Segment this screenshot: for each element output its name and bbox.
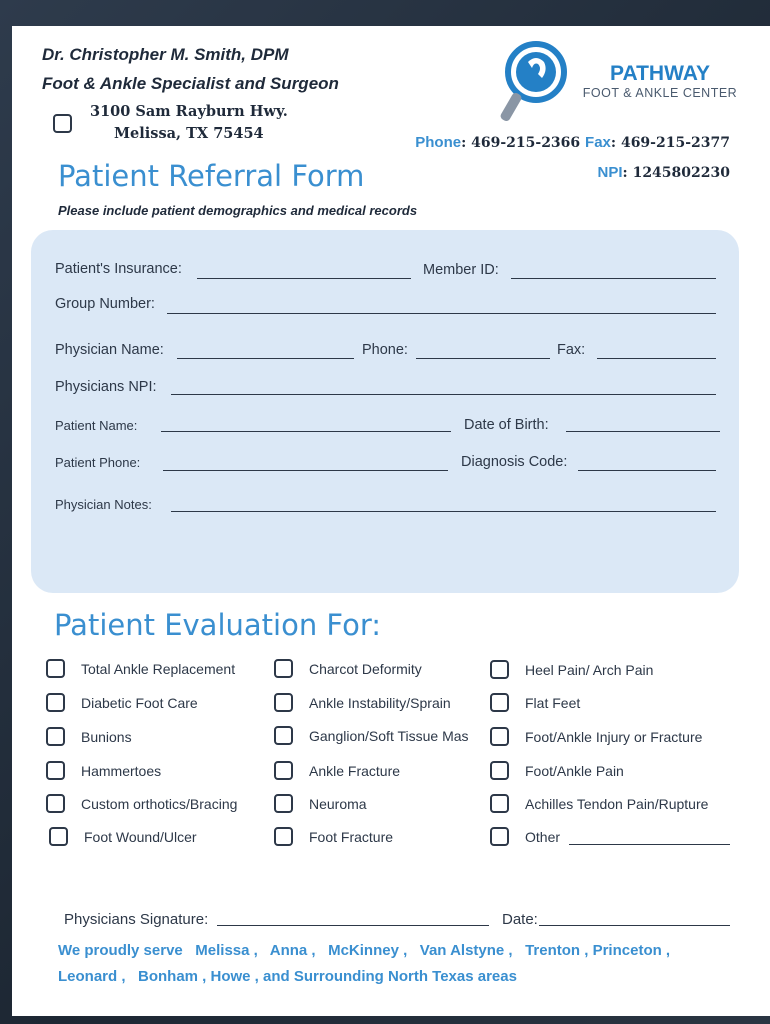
option-heel-pain[interactable]: Heel Pain/ Arch Pain bbox=[490, 660, 653, 679]
option-total-ankle-replacement[interactable]: Total Ankle Replacement bbox=[46, 659, 235, 678]
physician-notes-label: Physician Notes: bbox=[55, 497, 152, 512]
fax-value: 469-215-2377 bbox=[620, 135, 730, 151]
option-diabetic-foot-care[interactable]: Diabetic Foot Care bbox=[46, 693, 198, 712]
option-checkbox[interactable] bbox=[46, 659, 65, 678]
patient-phone-input[interactable] bbox=[163, 470, 448, 471]
npi-label: NPI bbox=[597, 164, 623, 181]
physician-npi-input[interactable] bbox=[171, 394, 716, 395]
physician-name-label: Physician Name: bbox=[55, 342, 164, 358]
option-checkbox[interactable] bbox=[274, 659, 293, 678]
option-ganglion[interactable]: Ganglion/Soft Tissue Mas bbox=[274, 726, 469, 745]
physician-fax-label: Fax: bbox=[557, 342, 586, 358]
option-flat-feet[interactable]: Flat Feet bbox=[490, 693, 580, 712]
dob-label: Date of Birth: bbox=[464, 417, 549, 433]
doctor-header bbox=[42, 40, 339, 98]
member-id-label: Member ID: bbox=[423, 262, 499, 278]
option-checkbox[interactable] bbox=[490, 660, 509, 679]
form-title: Patient Referral Form bbox=[58, 159, 365, 193]
npi-value: 1245802230 bbox=[632, 165, 730, 181]
date-label: Date: bbox=[502, 911, 538, 928]
pathway-logo-icon bbox=[492, 40, 572, 125]
contact-block bbox=[415, 128, 730, 188]
option-checkbox[interactable] bbox=[274, 794, 293, 813]
address-line1: 3100 Sam Rayburn Hwy. bbox=[90, 103, 288, 120]
physician-name-input[interactable] bbox=[177, 358, 354, 359]
contact-line-npi: NPI: 1245802230 bbox=[597, 164, 730, 181]
patient-phone-label: Patient Phone: bbox=[55, 455, 141, 470]
patient-name-input[interactable] bbox=[161, 431, 451, 432]
option-checkbox[interactable] bbox=[490, 794, 509, 813]
form-instruction: Please include patient demographics and medical records bbox=[58, 203, 418, 218]
fax-label: Fax bbox=[585, 134, 611, 151]
insurance-label: Patient's Insurance: bbox=[55, 261, 182, 277]
option-checkbox[interactable] bbox=[274, 693, 293, 712]
physician-fax-input[interactable] bbox=[597, 358, 716, 359]
group-number-label: Group Number: bbox=[55, 296, 155, 312]
option-achilles[interactable]: Achilles Tendon Pain/Rupture bbox=[490, 794, 708, 813]
brand-name: PATHWAY bbox=[610, 62, 710, 85]
option-checkbox[interactable] bbox=[46, 727, 65, 746]
option-checkbox[interactable] bbox=[46, 693, 65, 712]
signature-input[interactable] bbox=[217, 925, 489, 926]
referral-form-sheet bbox=[12, 26, 770, 1016]
diagnosis-code-input[interactable] bbox=[578, 470, 716, 471]
service-area-line2: Leonard , Bonham , Howe , and Surrounding North Texas areas bbox=[58, 968, 517, 985]
option-checkbox[interactable] bbox=[490, 727, 509, 746]
group-number-input[interactable] bbox=[167, 313, 716, 314]
option-neuroma[interactable]: Neuroma bbox=[274, 794, 367, 813]
evaluation-title: Patient Evaluation For: bbox=[54, 608, 382, 642]
patient-name-label: Patient Name: bbox=[55, 418, 138, 433]
brand-subtitle: FOOT & ANKLE CENTER bbox=[582, 86, 738, 100]
option-checkbox[interactable] bbox=[46, 794, 65, 813]
address-checkbox[interactable] bbox=[53, 114, 72, 133]
option-checkbox[interactable] bbox=[490, 827, 509, 846]
option-other[interactable]: Other bbox=[490, 827, 560, 846]
option-ankle-fracture[interactable]: Ankle Fracture bbox=[274, 761, 400, 780]
option-checkbox[interactable] bbox=[46, 761, 65, 780]
phone-value: 469-215-2366 bbox=[471, 135, 581, 151]
physician-phone-input[interactable] bbox=[416, 358, 550, 359]
physician-npi-label: Physicians NPI: bbox=[55, 379, 157, 395]
service-area-line1: We proudly serve Melissa , Anna , McKinney , Van Alstyne , Trenton , Princeton , bbox=[58, 942, 671, 959]
referral-fields-panel bbox=[31, 230, 739, 593]
dob-input[interactable] bbox=[566, 431, 720, 432]
option-checkbox[interactable] bbox=[490, 693, 509, 712]
date-input[interactable] bbox=[539, 925, 730, 926]
doctor-name: Dr. Christopher M. Smith, DPM bbox=[42, 45, 289, 64]
contact-line-phone-fax: Phone: 469-215-2366 Fax: 469-215-2377 bbox=[415, 134, 730, 151]
other-input[interactable] bbox=[569, 844, 730, 845]
signature-label: Physicians Signature: bbox=[64, 911, 209, 928]
phone-label: Phone bbox=[415, 134, 462, 151]
service-area bbox=[58, 938, 698, 990]
clinic-address bbox=[90, 101, 288, 145]
option-charcot-deformity[interactable]: Charcot Deformity bbox=[274, 659, 422, 678]
insurance-input[interactable] bbox=[197, 278, 411, 279]
option-ankle-instability[interactable]: Ankle Instability/Sprain bbox=[274, 693, 451, 712]
option-checkbox[interactable] bbox=[49, 827, 68, 846]
diagnosis-code-label: Diagnosis Code: bbox=[461, 454, 568, 470]
option-checkbox[interactable] bbox=[490, 761, 509, 780]
physician-notes-input[interactable] bbox=[171, 511, 716, 512]
option-checkbox[interactable] bbox=[274, 726, 293, 745]
address-line2: Melissa, TX 75454 bbox=[114, 125, 264, 142]
option-hammertoes[interactable]: Hammertoes bbox=[46, 761, 161, 780]
option-foot-ankle-injury[interactable]: Foot/Ankle Injury or Fracture bbox=[490, 727, 702, 746]
option-bunions[interactable]: Bunions bbox=[46, 727, 132, 746]
option-foot-ankle-pain[interactable]: Foot/Ankle Pain bbox=[490, 761, 624, 780]
option-custom-orthotics[interactable]: Custom orthotics/Bracing bbox=[46, 794, 237, 813]
option-foot-fracture[interactable]: Foot Fracture bbox=[274, 827, 393, 846]
doctor-title: Foot & Ankle Specialist and Surgeon bbox=[42, 74, 339, 93]
physician-phone-label: Phone: bbox=[362, 342, 408, 358]
brand-block bbox=[580, 62, 740, 100]
option-checkbox[interactable] bbox=[274, 761, 293, 780]
member-id-input[interactable] bbox=[511, 278, 716, 279]
option-foot-wound-ulcer[interactable]: Foot Wound/Ulcer bbox=[49, 827, 197, 846]
option-checkbox[interactable] bbox=[274, 827, 293, 846]
